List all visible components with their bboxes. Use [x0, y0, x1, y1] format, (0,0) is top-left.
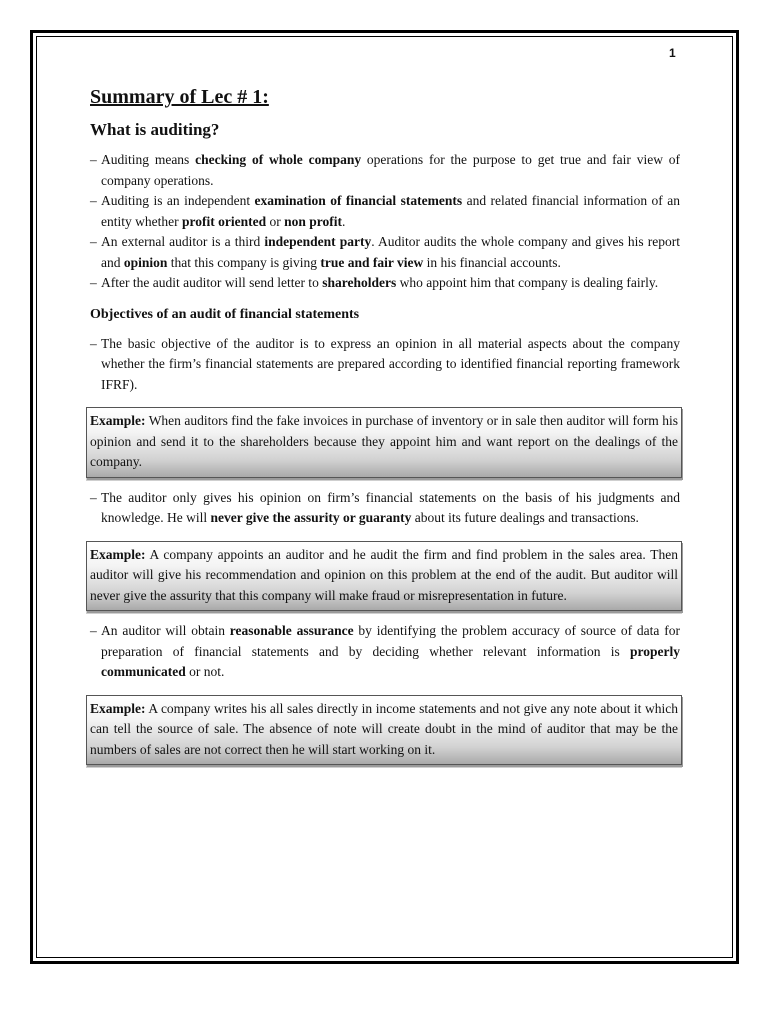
example-label: Example: — [90, 546, 146, 562]
objectives-list-3 — [90, 621, 680, 683]
bold-text: never give the assurity or guaranty — [210, 510, 412, 525]
text: and related financial information of an entity whether — [101, 193, 680, 229]
dash-bullet: – — [90, 234, 97, 249]
page-number: 1 — [669, 46, 676, 60]
bold-text: shareholders — [322, 275, 397, 290]
text: that this company is giving — [167, 254, 321, 270]
objectives-list-1 — [90, 334, 680, 396]
text: or not. — [185, 664, 225, 679]
text: . — [342, 213, 346, 229]
bold-text: examination of financial statements — [254, 193, 463, 208]
list-item — [90, 488, 680, 529]
section-heading-objectives: Objectives of an audit of financial statements — [90, 306, 360, 322]
example-label: Example: — [90, 700, 146, 716]
text: An auditor will obtain — [101, 623, 230, 638]
text: Auditing means — [101, 152, 196, 167]
bold-text: reasonable assurance — [229, 623, 354, 638]
dash-bullet: – — [90, 489, 97, 505]
list-item — [90, 621, 680, 683]
bold-text: profit oriented — [181, 213, 267, 229]
auditing-definition-list — [90, 150, 680, 294]
dash-bullet: – — [90, 335, 97, 351]
bold-text: opinion — [123, 254, 168, 270]
list-item — [90, 150, 680, 191]
text: in his financial accounts. — [423, 254, 561, 270]
example-text: When auditors find the fake invoices in purchase of inventory or in sale then auditor will form his opinion and send it to the shareholders because they appoint him and want report on the dealings of the company. — [90, 413, 678, 469]
example-text: A company appoints an auditor and he audit the firm and find problem in the sales area. Then auditor will give his recommendation and opinion on this problem at the end of the audit. But auditor will never give the assurity that this company will make fraud or misrepresentation in future. — [90, 546, 678, 603]
dash-bullet: – — [90, 275, 97, 290]
bold-text: properly communicated — [101, 643, 680, 679]
objectives-list-2 — [90, 488, 680, 529]
document-body — [90, 86, 680, 775]
list-item — [90, 191, 680, 232]
bold-text: true and fair view — [320, 254, 424, 270]
dash-bullet: – — [90, 152, 97, 167]
text: After the audit auditor will send letter to — [101, 275, 323, 290]
list-item — [90, 273, 680, 294]
text: . Auditor audits the whole company and gives his report and — [101, 234, 680, 270]
text: An external auditor is a third — [101, 234, 265, 249]
section-heading-what-is-auditing: What is auditing? — [90, 120, 220, 139]
example-text: A company writes his all sales directly in income statements and not give any note about it which can tell the source of sale. The absence of note will create doubt in the mind of auditor that may be the numbers of sales are not correct then he will start working on it. — [90, 700, 678, 757]
bold-text: independent party — [264, 234, 372, 249]
text: about its future dealings and transactions. — [411, 510, 639, 525]
page-title: Summary of Lec # 1: — [90, 86, 269, 108]
list-item — [90, 334, 680, 396]
text: operations for the purpose to get true and fair view of company operations. — [101, 152, 681, 188]
text: The basic objective of the auditor is to express an opinion in all material aspects about the company whether the firm’s financial statements are prepared according to identified financial reporting framework IFRF). — [101, 335, 680, 392]
text: who appoint him that company is dealing fairly. — [396, 275, 659, 290]
example-box — [86, 541, 682, 612]
dash-bullet: – — [90, 623, 97, 638]
bold-text: checking of whole company — [195, 152, 362, 167]
text: The auditor only gives his opinion on firm’s financial statements on the basis of his judgments and knowledge. He will — [101, 489, 680, 525]
text: by identifying the problem accuracy of source of data for preparation of financial statements and by deciding whether relevant information is — [101, 623, 680, 659]
example-label: Example: — [90, 413, 146, 428]
text: or — [266, 213, 285, 229]
example-box — [86, 695, 682, 766]
example-box — [86, 407, 682, 478]
bold-text: non profit — [284, 213, 342, 229]
dash-bullet: – — [90, 193, 97, 208]
text: Auditing is an independent — [101, 193, 255, 208]
list-item — [90, 232, 680, 273]
